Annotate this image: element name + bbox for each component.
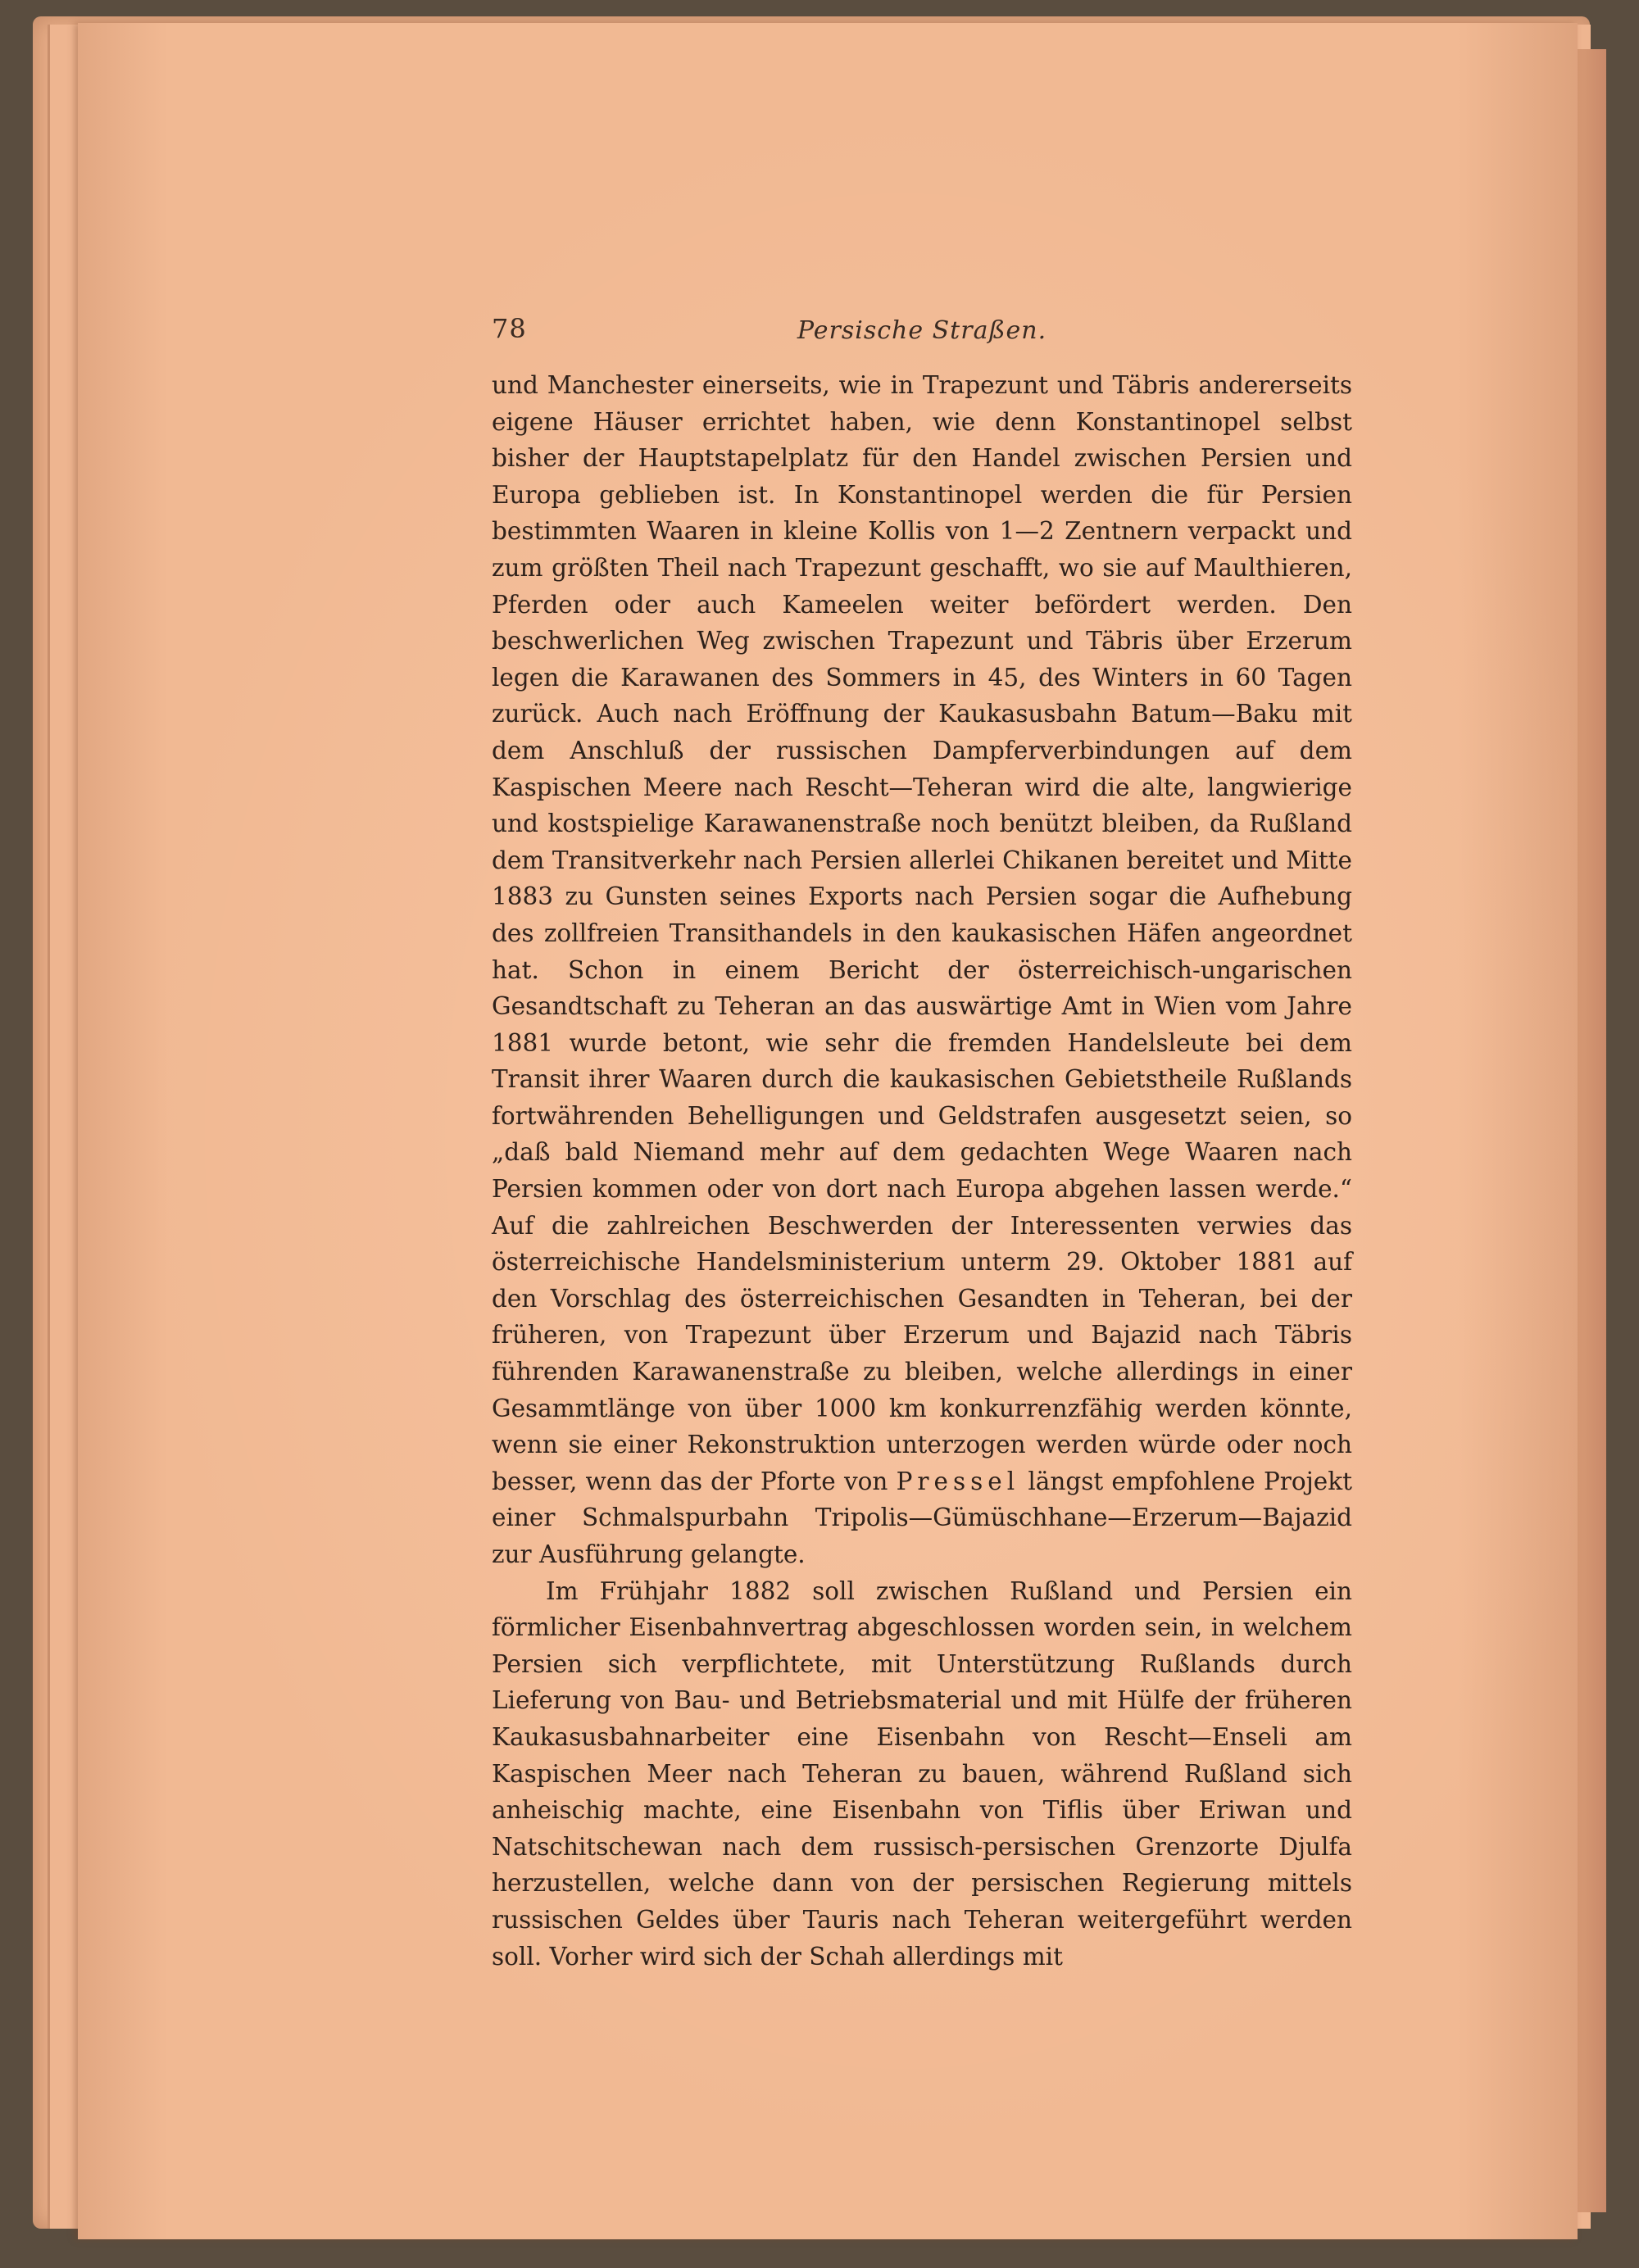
- page-number: 78: [492, 313, 527, 344]
- paragraph-1-text-a: und Manchester einerseits, wie in Trapezunt und Täbris andererseits eigene Häuser errichtet haben, wie denn Konstantinopel selbst bisher der Hauptstapelplatz für den Handel zwischen Persien und Europa geblieben ist. In Konstantinopel werden die für Persien bestimmten Waaren in kleine Kollis von 1—2 Zentnern verpackt und zum größten Theil nach Trapezunt geschafft, wo sie auf Maulthieren, Pferden oder auch Kameelen weiter befördert werden. Den beschwerlichen Weg zwischen Trapezunt und Täbris über Erzerum legen die Karawanen des Sommers in 45, des Winters in 60 Tagen zurück. Auch nach Eröffnung der Kaukasusbahn Batum—Baku mit dem Anschluß der russischen Dampferverbindungen auf dem Kaspischen Meere nach Rescht—Teheran wird die alte, langwierige und kostspielige Karawanenstraße noch benützt bleiben, da Rußland dem Transitverkehr nach Persien allerlei Chikanen bereitet und Mitte 1883 zu Gunsten seines Exports nach Persien sogar die Aufhebung des zollfreien Transithandels in den kaukasischen Häfen angeordnet hat. Schon in einem Bericht der österreichisch-ungarischen Gesandtschaft zu Teheran an das auswärtige Amt in Wien vom Jahre 1881 wurde betont, wie sehr die fremden Handelsleute bei dem Transit ihrer Waaren durch die kaukasischen Gebietstheile Rußlands fortwährenden Behelligungen und Geldstrafen ausgesetzt seien, so „daß bald Niemand mehr auf dem gedachten Wege Waaren nach Persien kommen oder von dort nach Europa abgehen lassen werde.“ Auf die zahlreichen Beschwerden der Interessenten verwies das österreichische Handelsministerium unterm 29. Oktober 1881 auf den Vorschlag des österreichischen Gesandten in Teheran, bei der früheren, von Trapezunt über Erzerum und Bajazid nach Täbris führenden Karawanenstraße zu bleiben, welche allerdings in einer Gesammtlänge von über 1000 km konkurrenzfähig werden könnte, wenn sie einer Rekonstruktion unterzogen werden würde oder noch besser, wenn das der Pforte von: [492, 371, 1352, 1495]
- right-page-edge: [1578, 49, 1606, 2212]
- spaced-name: Pressel: [896, 1467, 1020, 1495]
- body-text: [492, 367, 1352, 1975]
- paragraph-1: [492, 367, 1352, 1573]
- paragraph-2: Im Frühjahr 1882 soll zwischen Rußland und Persien ein förmlicher Eisenbahnvertrag abgeschlossen worden sein, in welchem Persien sich verpflichtete, mit Unterstützung Rußlands durch Lieferung von Bau- und Betriebsmaterial und mit Hülfe der früheren Kaukasusbahnarbeiter eine Eisenbahn von Rescht—Enseli am Kaspischen Meer nach Teheran zu bauen, während Rußland sich anheischig machte, eine Eisenbahn von Tiflis über Eriwan und Natschitschewan nach dem russisch-persischen Grenzorte Djulfa herzustellen, welche dann von der persischen Regierung mittels russischen Geldes über Tauris nach Teheran weitergeführt werden soll. Vorher wird sich der Schah allerdings mit: [492, 1576, 1352, 1971]
- page-header: [492, 313, 1352, 354]
- paragraph-1-text-b: längst empfohlene Projekt einer Schmalspurbahn Tripolis—Gümüschhane—Erzerum—Bajazid zur Ausführung gelangte.: [492, 1467, 1352, 1568]
- running-head: Persische Straßen.: [797, 316, 1047, 345]
